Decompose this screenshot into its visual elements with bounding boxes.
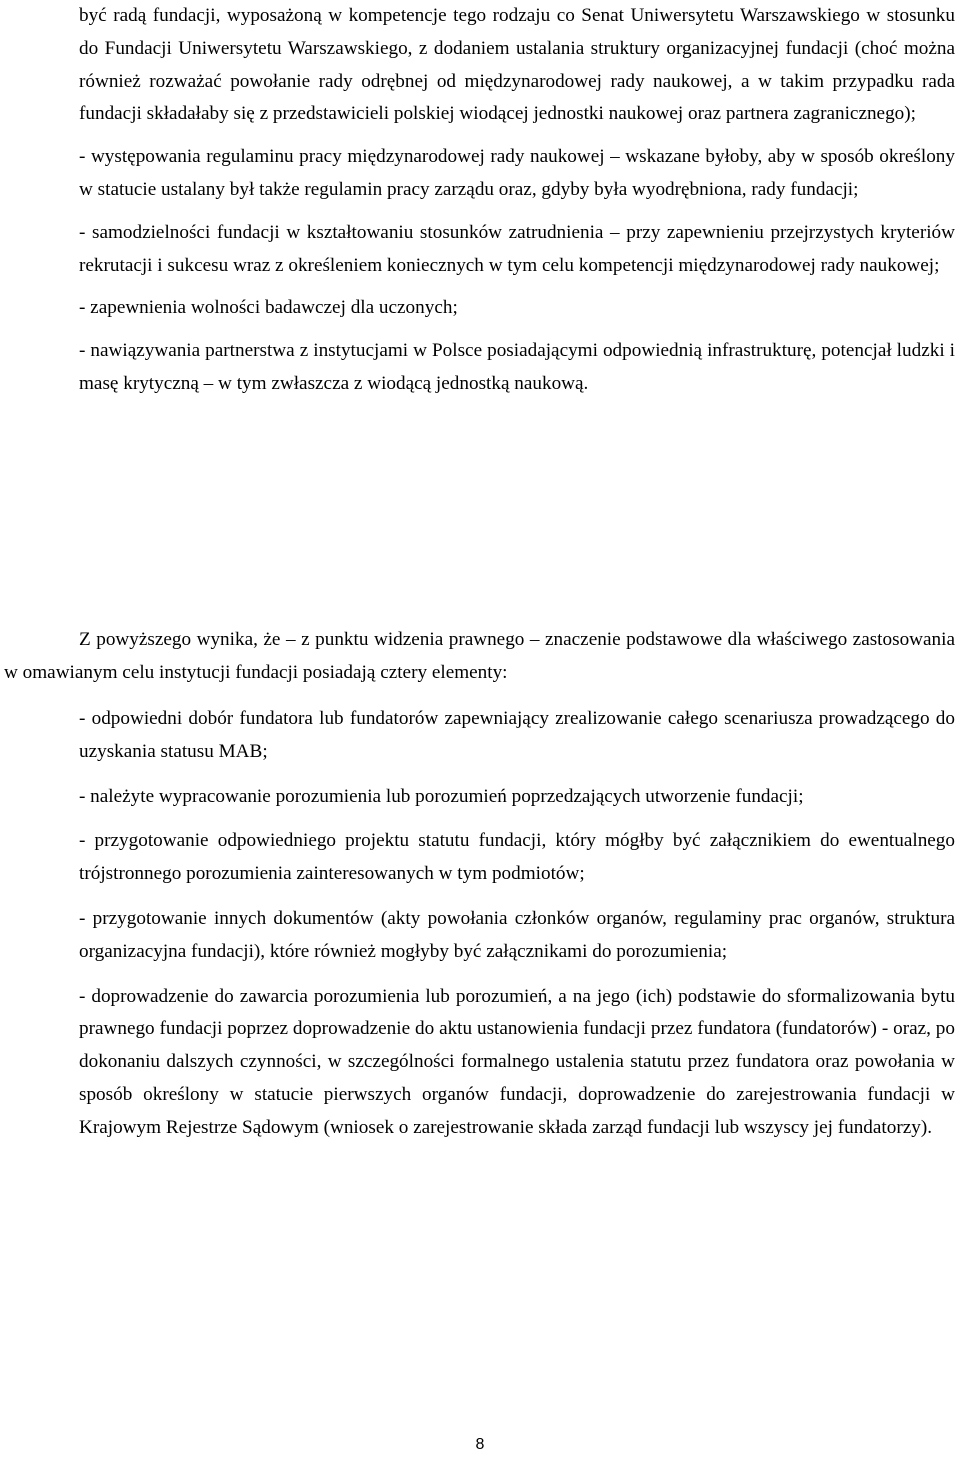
- list-item: - nawiązywania partnerstwa z instytucjami w Polsce posiadającymi odpowiednią infrastrukturę, potencjał ludzki i masę krytyczną – w tym zwłaszcza z wiodącą jednostką naukową.: [79, 340, 955, 394]
- list-item: - samodzielności fundacji w kształtowaniu stosunków zatrudnienia – przy zapewnieniu przejrzystych kryteriów rekrutacji i sukcesu wraz z określeniem koniecznych w tym celu kompetencji międzynarodowej rady naukowej;: [79, 221, 955, 276]
- list-item: - występowania regulaminu pracy międzynarodowej rady naukowej – wskazane byłoby, aby w sposób określony w statucie ustalany był także regulamin pracy zarządu oraz, gdyby była wyodrębniona, rady fundacji;: [79, 146, 955, 200]
- list-item: - odpowiedni dobór fundatora lub fundatorów zapewniający zrealizowanie całego scenariusza prowadzącego do uzyskania statusu MAB;: [79, 708, 955, 762]
- upper-content: [79, 0, 955, 401]
- list-item: - przygotowanie odpowiedniego projektu statutu fundacji, który mógłby być załącznikiem do ewentualnego trójstronnego porozumienia zainteresowanych w tym podmiotów;: [79, 830, 955, 885]
- list-item: - należyte wypracowanie porozumienia lub porozumień poprzedzających utworzenie fundacji;: [79, 785, 804, 807]
- list-item: - doprowadzenie do zawarcia porozumienia lub porozumień, a na jego (ich) podstawie do sformalizowania bytu prawnego fundacji poprzez doprowadzenie do aktu ustanowienia fundacji przez fundatora (fundatorów) - oraz, po dokonaniu dalszych czynności, w szczególności formalnego ustalenia statutu przez fundatora oraz powołania w sposób określony w statucie pierwszych organów fundacji, doprowadzenie do zarejestrowania fundacji w Krajowym Rejestrze Sądowym (wniosek o zarejestrowanie składa zarząd fundacji lub wszyscy jej fundatorzy).: [79, 985, 955, 1138]
- list-item: - zapewnienia wolności badawczej dla uczonych;: [79, 297, 458, 319]
- page-number: 8: [475, 1436, 485, 1453]
- continuation-paragraph: być radą fundacji, wyposażoną w kompetencje tego rodzaju co Senat Uniwersytetu Warszawskiego w stosunku do Fundacji Uniwersytetu Warszawskiego, z dodaniem ustalania struktury organizacyjnej fundacji (choć można również rozważać powołanie rady odrębnej od międzynarodowej rady naukowej, a w takim przypadku rada fundacji składałaby się z przedstawicieli polskiej wiodącej jednostki naukowej oraz partnera zagranicznego);: [79, 5, 955, 125]
- list-item: - przygotowanie innych dokumentów (akty powołania członków organów, regulaminy prac organów, struktura organizacyjna fundacji), które również mogłyby być załącznikami do porozumienia;: [79, 907, 955, 962]
- elements-list: [79, 703, 955, 1145]
- summary-paragraph: Z powyższego wynika, że – z punktu widzenia prawnego – znaczenie podstawowe dla właściwego zastosowania w omawianym celu instytucji fundacji posiadają cztery elementy:: [4, 629, 955, 683]
